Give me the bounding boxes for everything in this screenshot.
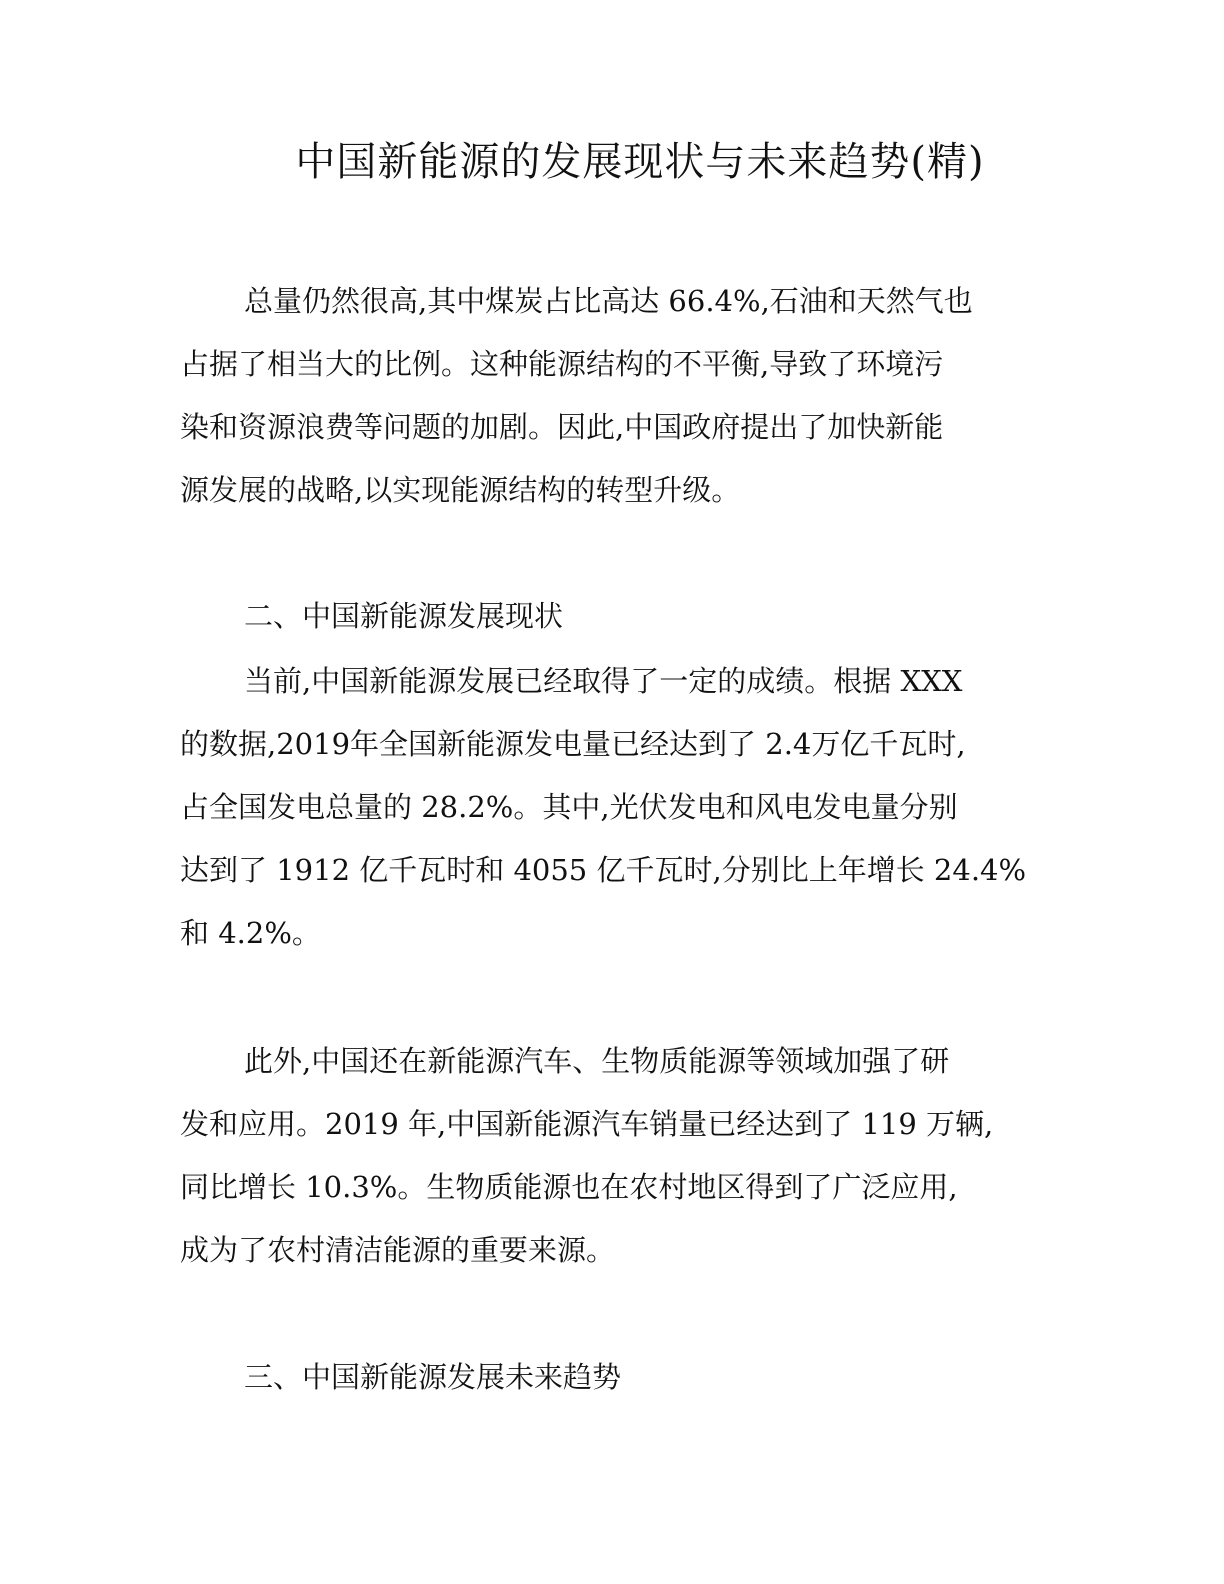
paragraph-ev-biomass <box>180 1030 1040 1282</box>
paragraph-line: 和 4.2%。 <box>180 916 321 950</box>
paragraph-line: 总量仍然很高,其中煤炭占比高达 66.4%,石油和天然气也 <box>244 284 973 318</box>
paragraph-line: 达到了 1912 亿千瓦时和 4055 亿千瓦时,分别比上年增长 24.4% <box>180 853 1027 887</box>
paragraph-line: 当前,中国新能源发展已经取得了一定的成绩。根据 XXX <box>244 664 963 698</box>
paragraph-line: 占据了相当大的比例。这种能源结构的不平衡,导致了环境污 <box>180 347 944 381</box>
paragraph-energy-structure <box>180 270 1040 522</box>
section-heading-future-trend: 三、中国新能源发展未来趋势 <box>244 1360 622 1394</box>
paragraph-line: 同比增长 10.3%。生物质能源也在农村地区得到了广泛应用, <box>180 1170 958 1204</box>
paragraph-current-status <box>180 650 1040 965</box>
paragraph-line: 此外,中国还在新能源汽车、生物质能源等领域加强了研 <box>244 1044 950 1078</box>
paragraph-line: 染和资源浪费等问题的加剧。因此,中国政府提出了加快新能 <box>180 410 944 444</box>
paragraph-line: 发和应用。2019 年,中国新能源汽车销量已经达到了 119 万辆, <box>180 1107 994 1141</box>
section-heading-current-status: 二、中国新能源发展现状 <box>244 599 564 633</box>
paragraph-line: 的数据,2019年全国新能源发电量已经达到了 2.4万亿千瓦时, <box>180 727 966 761</box>
paragraph-line: 成为了农村清洁能源的重要来源。 <box>180 1233 616 1267</box>
document-title: 中国新能源的发展现状与未来趋势(精) <box>295 139 985 185</box>
paragraph-line: 源发展的战略,以实现能源结构的转型升级。 <box>180 473 741 507</box>
paragraph-line: 占全国发电总量的 28.2%。其中,光伏发电和风电发电量分别 <box>180 790 958 824</box>
